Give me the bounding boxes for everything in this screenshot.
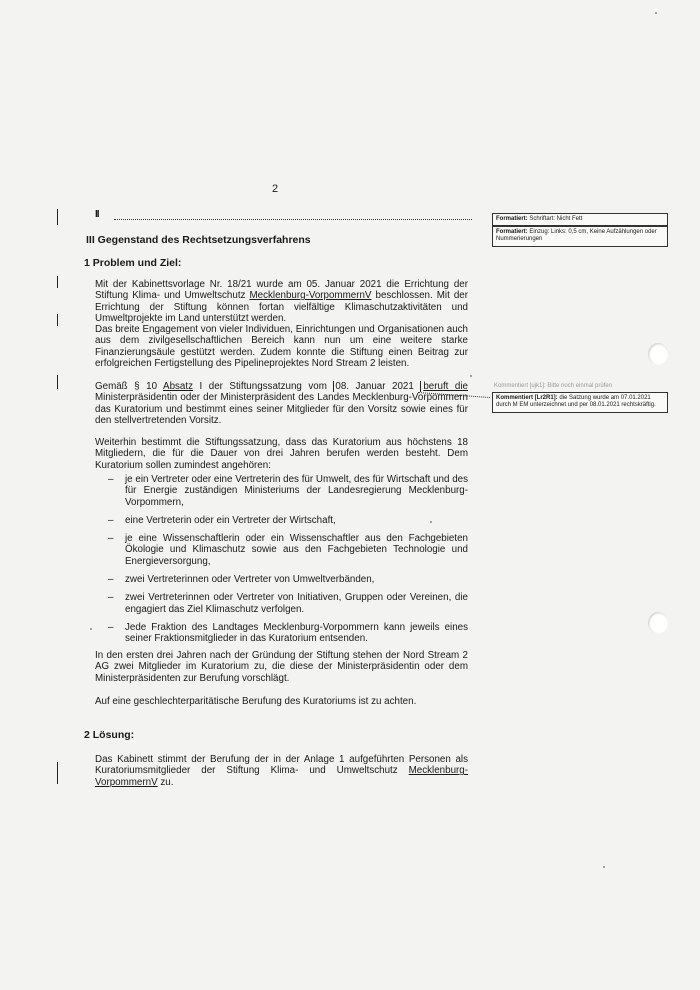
page-number: 2 <box>272 183 279 195</box>
punch-hole <box>648 612 668 634</box>
tracked-change: Mecklenburg-VorpommernV <box>95 765 468 788</box>
comment-text: die Satzung wurde am 07.01.2021 durch M EM unterzeichnet und per 08.01.2021 rechtskräftig. <box>496 395 656 409</box>
change-bar <box>57 209 58 225</box>
list-item: – je ein Vertreter oder eine Vertreterin des für Umwelt, des für Wirtschaft und des für Energie zuständigen Ministeriums der Landesregierung Mecklenburg-Vorpommern, <box>108 474 468 508</box>
section-marker: II <box>95 209 99 220</box>
change-bar <box>57 375 58 389</box>
faded-comment: Kommentiert [ujk1]: Bitte noch einmal prüfen <box>494 383 613 389</box>
review-comment[interactable] <box>492 392 668 413</box>
format-comment-1[interactable] <box>492 213 668 226</box>
list-item: – zwei Vertreterinnen oder Vertreter von Initiativen, Gruppen oder Vereinen, die engagiert das Ziel Klimaschutz verfolgen. <box>108 592 468 615</box>
text: Mit der Kabinettsvorlage Nr. 18/21 wurde am 05. Januar 2021 die Errichtung der Stiftung Klima- und Umweltschutz <box>95 279 468 302</box>
member-list <box>108 474 468 652</box>
comment-leader-line <box>114 219 472 220</box>
section-heading-solution: 2 Lösung: <box>84 729 135 741</box>
tracked-change: Absatz <box>163 381 193 392</box>
comment-anchor[interactable]: 08. Januar 2021 <box>335 381 414 392</box>
punch-hole <box>648 343 668 365</box>
comment-label: Formatiert: <box>496 229 528 235</box>
list-item: – eine Vertreterin oder ein Vertreter der Wirtschaft, <box>108 515 468 526</box>
comment-label: Formatiert: <box>496 216 528 222</box>
list-item: – Jede Fraktion des Landtages Mecklenburg-Vorpommern kann jeweils eines seiner Fraktionsmitglieder in das Kuratorium entsenden. <box>108 622 468 645</box>
text: I der Stiftungssatzung vom <box>192 381 334 392</box>
section-heading-problem: 1 Problem und Ziel: <box>84 257 182 269</box>
scan-speck <box>90 628 92 630</box>
text: beschlossen. Mit der Errichtung der Stiftung können fortan vielfältige Klimaschutzaktivitäten und Umweltprojekte im Land unterstützt werden. <box>95 290 468 324</box>
text: Gemäß § 10 <box>95 381 164 392</box>
paragraph-parity: Auf eine geschlechterparitätische Berufung des Kuratoriums ist zu achten. <box>95 696 417 707</box>
tracked-change: Mecklenburg-VorpommernV <box>249 290 372 302</box>
paragraph-intro <box>95 279 468 369</box>
change-bar <box>57 762 58 784</box>
text: Das Kabinett stimmt der Berufung der in der Anlage 1 aufgeführten Personen als Kuratoriumsmitglieder der Stiftung Klima- und Umweltschutz <box>95 754 468 777</box>
main-heading: III Gegenstand des Rechtsetzungsverfahrens <box>86 234 311 246</box>
list-item: – zwei Vertreterinnen oder Vertreter von Umweltverbänden, <box>108 574 468 585</box>
paragraph-statute <box>95 381 468 426</box>
format-comment-2[interactable] <box>492 226 668 247</box>
comment-text: Einzug: Links: 0,5 cm, Keine Aufzählungen oder Nummerierungen <box>496 229 657 243</box>
comment-label: Kommentiert [Lr2R1]: <box>496 395 558 401</box>
text: Das breite Engagement von vieler Individuen, Einrichtungen und Organisationen auch aus dem zivilgesellschaftlichen Bereich kann nun um eine weitere starke Finanzierungsäule gestützt werden. Zudem konnte die Stiftung einen Beitrag zur erfolgreichen Fertigstellung des Pipelineprojektes Nord Stream 2 leisten. <box>95 324 468 370</box>
scan-speck <box>430 521 432 523</box>
text: zu. <box>157 776 174 788</box>
scan-speck <box>655 12 657 14</box>
paragraph-composition: Weiterhin bestimmt die Stiftungssatzung, dass das Kuratorium aus höchstens 18 Mitgliedern, die für die Dauer von drei Jahren berufen werden besteht. Dem Kuratorium sollen zumindest angehören: <box>95 437 468 471</box>
change-bar <box>57 276 58 288</box>
change-bar <box>57 314 58 326</box>
scan-speck <box>603 866 605 868</box>
text: Ministerpräsidentin oder der Ministerpräsident des Landes Mecklenburg-Vorpommern das Kuratorium und bestimmt eines seiner Mitglieder für den Vorsitz sowie eines für den stellvertretenden Vorsitz. <box>95 392 468 426</box>
list-item: – je eine Wissenschaftlerin oder ein Wissenschaftler aus den Fachgebieten Ökologie und Klimaschutz sowie aus den Fachgebieten Technologie und Energieversorgung, <box>108 533 468 567</box>
paragraph-solution <box>95 754 468 788</box>
paragraph-nordstream: In den ersten drei Jahren nach der Gründung der Stiftung stehen der Nord Stream 2 AG zwei Mitglieder im Kuratorium zu, die diese der Ministerpräsidentin oder dem Ministerpräsidenten zur Berufung vorschlägt. <box>95 650 468 684</box>
scan-speck <box>470 375 472 377</box>
comment-text: Schriftart: Nicht Fett <box>527 216 583 222</box>
tracked-change: beruft die <box>420 381 468 392</box>
